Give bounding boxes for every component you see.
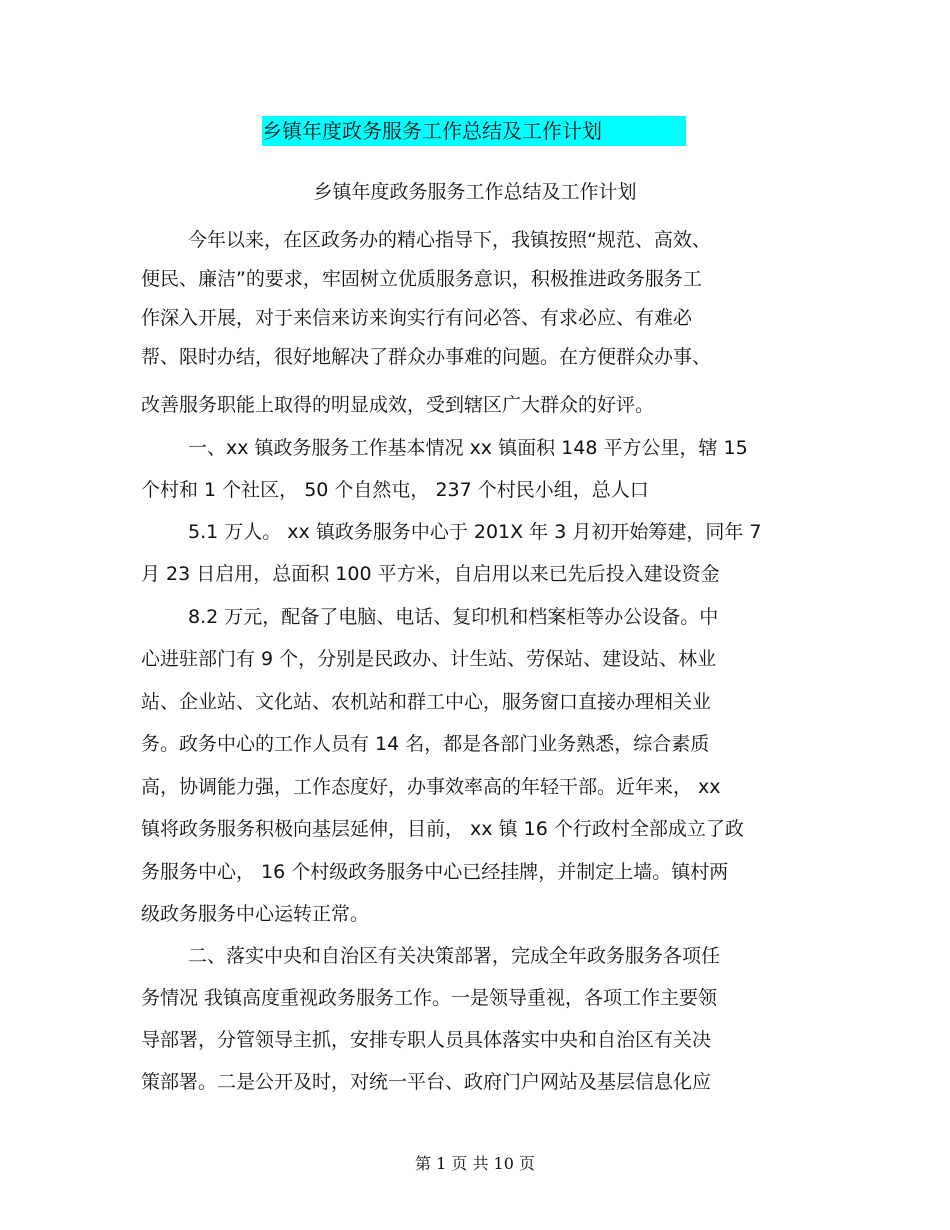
body-line: 8.2 万元，配备了电脑、电话、复印机和档案柜等办公设备。中 [188, 606, 719, 628]
body-line: 导部署，分管领导主抓，安排专职人员具体落实中央和自治区有关决 [141, 1029, 712, 1051]
body-line: 个村和 1 个社区， 50 个自然屯， 237 个村民小组，总人口 [141, 479, 649, 501]
body-line: 心进驻部门有 9 个，分别是民政办、计生站、劳保站、建设站、林业 [141, 648, 717, 670]
body-line: 月 23 日启用，总面积 100 平方米，自启用以来已先后投入建设资金 [141, 563, 720, 585]
page-number: 第 1 页 共 10 页 [415, 1154, 535, 1173]
body-line: 5.1 万人。 xx 镇政务服务中心于 201X 年 3 月初开始筹建，同年 7 [188, 521, 762, 543]
document-subtitle: 乡镇年度政务服务工作总结及工作计划 [313, 181, 637, 203]
body-line: 务服务中心， 16 个村级政务服务中心已经挂牌，并制定上墙。镇村两 [141, 861, 729, 883]
body-line: 策部署。二是公开及时，对统一平台、政府门户网站及基层信息化应 [141, 1071, 712, 1093]
body-line: 级政务服务中心运转正常。 [141, 903, 370, 925]
body-line: 一、xx 镇政务服务工作基本情况 xx 镇面积 148 平方公里，辖 15 [188, 437, 748, 459]
body-line: 高，协调能力强，工作态度好，办事效率高的年轻干部。近年来， xx [141, 776, 721, 798]
body-line: 务情况 我镇高度重视政务服务工作。一是领导重视，各项工作主要领 [141, 987, 718, 1009]
body-line: 务。政务中心的工作人员有 14 名，都是各部门业务熟悉，综合素质 [141, 733, 710, 755]
body-line: 今年以来，在区政务办的精心指导下，我镇按照“规范、高效、 [188, 229, 711, 251]
document-title: 乡镇年度政务服务工作总结及工作计划 [262, 119, 602, 143]
body-line: 二、落实中央和自治区有关决策部署，完成全年政务服务各项任 [188, 945, 721, 967]
body-line: 帮、限时办结，很好地解决了群众办事难的问题。在方便群众办事、 [141, 346, 712, 368]
body-line: 站、企业站、文化站、农机站和群工中心，服务窗口直接办理相关业 [141, 691, 712, 713]
body-line: 改善服务职能上取得的明显成效，受到辖区广大群众的好评。 [141, 394, 655, 416]
body-line: 便民、廉洁”的要求，牢固树立优质服务意识，积极推进政务服务工 [141, 268, 702, 290]
body-line: 作深入开展，对于来信来访来询实行有问必答、有求必应、有难必 [141, 307, 693, 329]
body-line: 镇将政务服务积极向基层延伸，目前， xx 镇 16 个行政村全部成立了政 [141, 818, 744, 840]
